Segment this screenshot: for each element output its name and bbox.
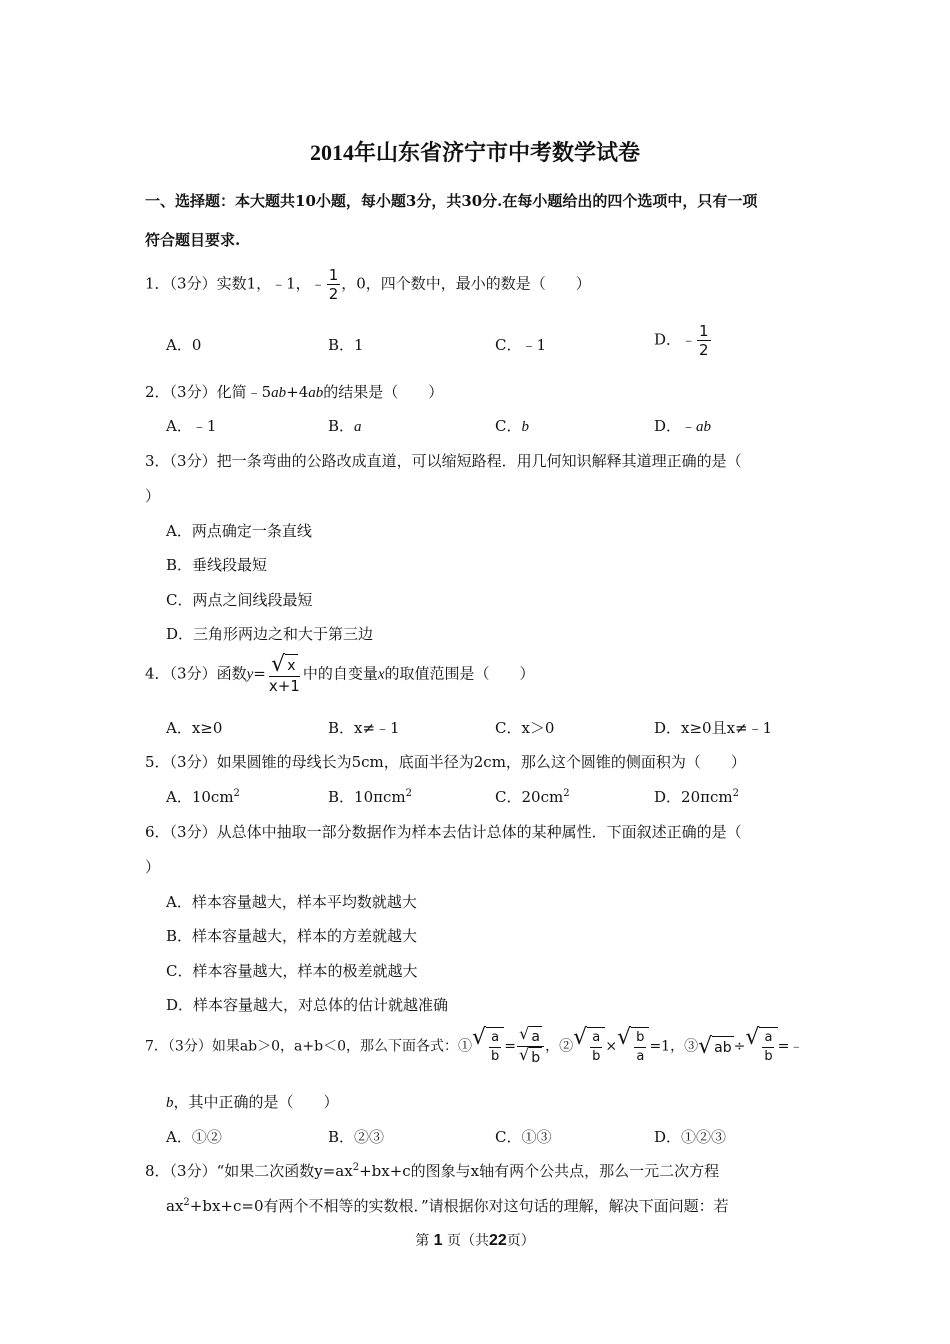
q7-sqrt-b: b [529,1047,542,1067]
q7-frac3-num: b [634,1029,646,1048]
question-5: 5．（3分）如果圆锥的母线长为5cm，底面半径为2cm，那么这个圆锥的侧面积为（ ） [145,753,746,771]
q7-frac1-den: b [491,1049,500,1064]
q5-option-a-sup: 2 [233,788,240,799]
q7-sqrt-b-over-a: √ $\frac{b}{a}$ [617,1027,649,1066]
q5-option-c [495,786,570,807]
q2-var2: ab [308,385,324,401]
q2-option-c [495,415,529,436]
q1-frac-num: 1 [328,266,339,284]
page-footer [0,1230,950,1250]
q2-mid: +4 [286,383,309,401]
q7-sqrt2-a-over-b: √ $\frac{a}{b}$ [573,1027,605,1066]
q4-option-d: D．x≥0且x≠﹣1 [654,719,773,737]
q7-line2-var: b [166,1095,174,1111]
q5-option-c-text: C．20cm [495,788,564,806]
q3-option-d: D．三角形两边之和大于第三边 [166,625,374,643]
q4-frac-num [269,654,299,677]
q3-option-a: A．两点确定一条直线 [166,522,312,540]
q4-var-x: x [377,666,385,683]
q8-line1-suffix: +bx+c的图象与x轴有两个公共点，那么一元二次方程 [359,1162,720,1180]
q2-option-b-var: a [354,419,362,435]
q1-suffix: ，0，四个数中，最小的数是（ ） [341,274,591,293]
q7-frac1 [489,1029,501,1066]
q7-line2-text: ，其中正确的是（ ） [173,1093,339,1111]
q4-option-a: A．x≥0 [166,719,223,737]
q2-option-a: A．﹣1 [166,417,217,435]
q8-line2-prefix: ax [166,1197,184,1215]
question-3-line1: 3．（3分）把一条弯曲的公路改成直道，可以缩短路程．用几何知识解释其道理正确的是（ [145,452,742,470]
q8-line1-sup: 2 [352,1162,360,1173]
q7-option-a: A．①② [166,1128,222,1146]
q4-var-y: y [246,666,254,683]
q5-option-c-sup: 2 [563,788,570,799]
q4-prefix: 4．（3分）函数 [145,664,247,683]
q4-option-c: C．x＞0 [495,719,555,737]
q4-mid: 中的自变量 [302,664,378,683]
q7-eq1: =1，③ [649,1038,699,1055]
question-4 [145,654,535,695]
q7-frac4-den: b [764,1049,773,1064]
q7-frac2-den: b [592,1049,601,1064]
q1-frac-den: 2 [328,285,339,303]
q2-option-d-var: ab [696,419,712,435]
q1-option-c: C．﹣1 [495,336,547,354]
q7-times: × [605,1038,618,1055]
q5-option-d-text: D．20πcm [654,788,733,806]
q8-line1-prefix: 8．（3分）“如果二次函数y=ax [145,1162,353,1180]
q7-sqrt-ab-arg: ab [712,1036,733,1058]
q2-option-c-var: b [521,419,529,435]
q7-option-b: B．②③ [328,1128,385,1146]
q3-option-c: C．两点之间线段最短 [166,591,313,609]
q7-eq-end: =﹣ [777,1038,804,1055]
q7-frac-sqrt: √ a √ b [517,1026,544,1067]
question-3-line2: ） [145,487,161,505]
q2-option-c-label: C． [495,417,522,435]
section-heading-line1: 一、选择题：本大题共10小题，每小题3分，共30分.在每小题给出的四个选项中，只有一项 [145,192,758,210]
q7-frac3-den: a [636,1049,645,1064]
q6-option-a: A．样本容量越大，样本平均数就越大 [166,893,417,911]
question-8-line1 [145,1160,719,1181]
q4-fraction [267,654,302,695]
page-title: 2014年山东省济宁市中考数学试卷 [309,140,640,165]
q4-sqrt: √ x [271,652,296,677]
footer-total-pages: 22 [489,1232,507,1249]
q4-frac-den: x+1 [268,677,300,695]
question-6-line2: ） [145,858,161,876]
question-7-line1 [145,1026,803,1067]
q5-option-b [328,786,412,807]
q8-line2-sup: 2 [183,1197,190,1208]
q8-line2-suffix: +bx+c=0有两个不相等的实数根．”请根据你对这句话的理解，解决下面问题：若 [189,1197,729,1215]
q4-suffix: 的取值范围是（ ） [384,664,535,683]
q1-option-b: B．1 [328,336,364,354]
q6-option-c: C．样本容量越大，样本的极差就越大 [166,962,418,980]
q1-option-d-num: 1 [699,322,709,340]
q3-option-b: B．垂线段最短 [166,556,268,574]
footer-suffix: 页） [506,1233,535,1249]
q1-option-d-fraction [697,322,711,359]
question-7-line2 [166,1091,339,1112]
q7-sqrt3-a-over-b: √ $\frac{a}{b}$ [745,1027,777,1066]
question-2 [145,381,443,402]
q2-prefix: 2．（3分）化简﹣5 [145,383,272,401]
q5-option-b-text: B．10πcm [328,788,406,806]
q1-option-a: A．0 [166,336,202,354]
q5-option-a [166,786,240,807]
q4-eq: = [253,664,266,683]
q2-option-d [654,415,711,436]
q7-frac4-num: a [762,1029,774,1048]
q2-option-b [328,415,362,436]
q2-option-d-label: D．﹣ [654,417,697,435]
q7-frac2-num: a [590,1029,602,1048]
footer-page-number: 1 [433,1232,443,1249]
q4-option-b: B．x≠﹣1 [328,719,400,737]
q1-option-d [654,322,712,359]
footer-mid: 页（共 [447,1233,489,1249]
footer-prefix: 第 [415,1233,430,1249]
q5-option-a-text: A．10cm [166,788,234,806]
q1-option-d-prefix: D．﹣ [654,330,697,349]
q7-sqrt-a-over-b: √ $\frac{a}{b}$ [472,1027,504,1066]
q7-sqrt-ab: √ ab [698,1033,732,1059]
section-heading-line2: 符合题目要求. [145,231,241,249]
q7-frac1-num: a [489,1029,501,1048]
question-6-line1: 6．（3分）从总体中抽取一部分数据作为样本去估计总体的某种属性．下面叙述正确的是（ [145,823,742,841]
q6-option-d: D．样本容量越大，对总体的估计就越准确 [166,996,449,1014]
question-1 [145,266,591,303]
q7-eq: = [504,1038,517,1055]
q5-option-d [654,786,739,807]
q7-prefix: 7．（3分）如果ab＞0，a+b＜0，那么下面各式：① [145,1038,472,1055]
q7-sqrt-a: a [529,1026,542,1046]
q7-option-d: D．①②③ [654,1128,727,1146]
q6-option-b: B．样本容量越大，样本的方差就越大 [166,927,418,945]
q2-option-b-label: B． [328,417,355,435]
q7-sep2: ，② [545,1038,574,1055]
q2-suffix: 的结果是（ ） [323,383,444,401]
q1-fraction [327,266,341,303]
q5-option-b-sup: 2 [405,788,412,799]
q7-div: ÷ [733,1038,746,1055]
question-8-line2 [166,1195,729,1216]
q7-option-c: C．①③ [495,1128,552,1146]
q1-prefix: 1．（3分）实数1，﹣1，﹣ [145,274,326,293]
q1-option-d-den: 2 [699,341,709,359]
q2-var1: ab [271,385,287,401]
q4-sqrt-arg: x [285,654,297,676]
q5-option-d-sup: 2 [732,788,739,799]
